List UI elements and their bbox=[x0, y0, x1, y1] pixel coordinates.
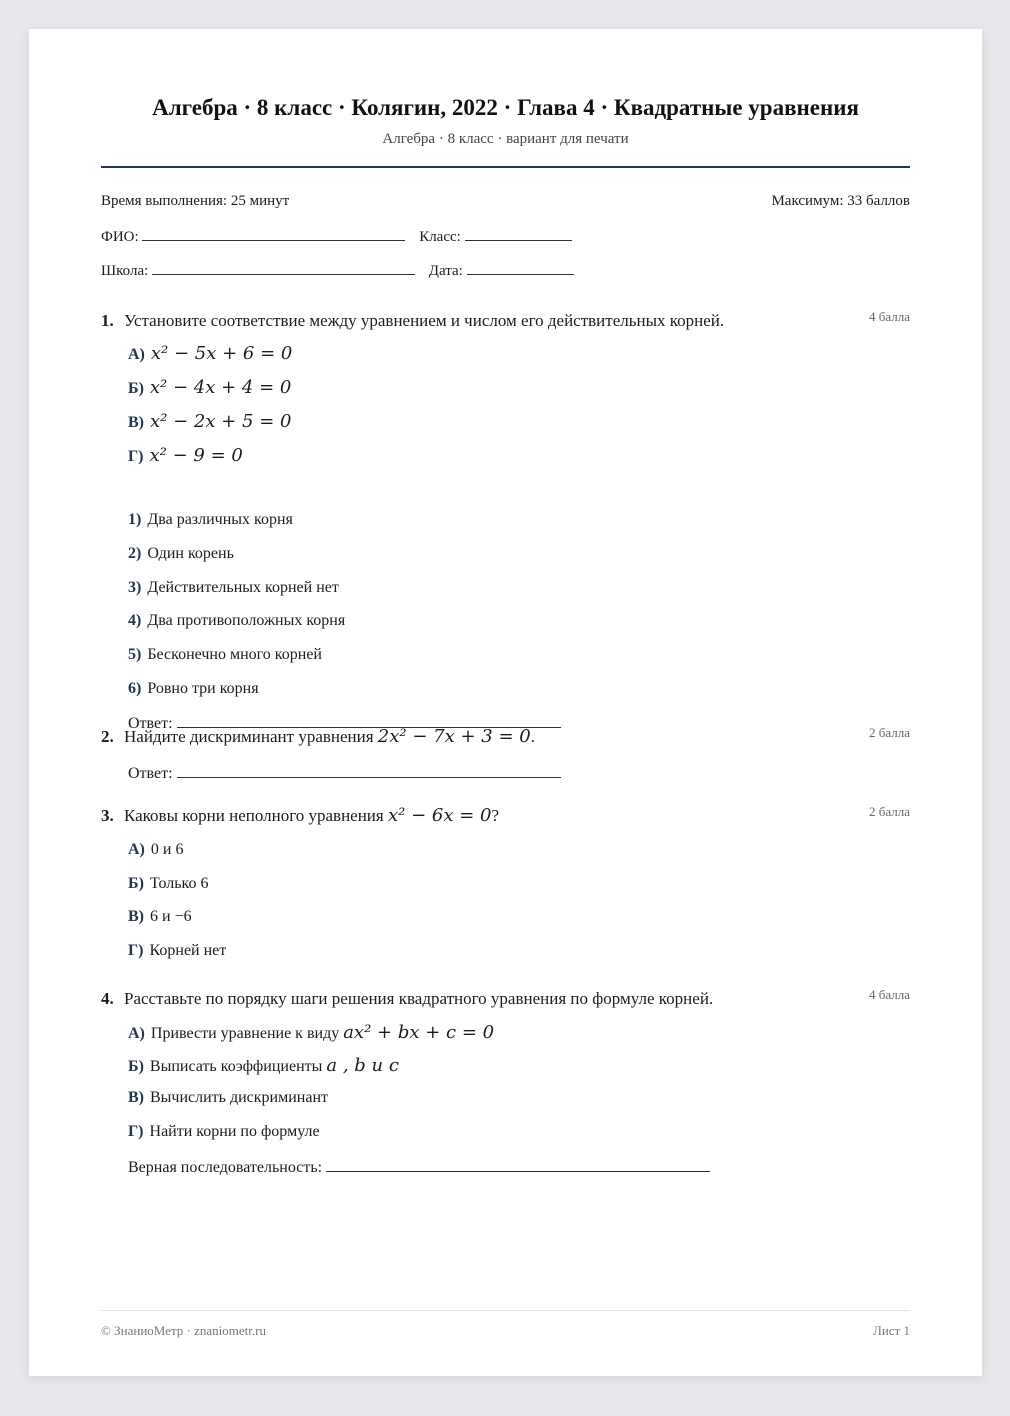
question-4-points: 4 балла bbox=[869, 987, 910, 1002]
question-2-points: 2 балла bbox=[869, 725, 910, 740]
question-1 bbox=[101, 309, 910, 732]
list-item: А) Привести уравнение к виду ax² + bx + c = 0 bbox=[128, 1022, 495, 1043]
list-item: В) 6 и −6 bbox=[128, 908, 192, 925]
question-1-points: 4 балла bbox=[869, 309, 910, 324]
question-4-text: 4. Расставьте по порядку шаги решения квадратного уравнения по формуле корней. bbox=[101, 989, 714, 1008]
question-2 bbox=[101, 725, 910, 782]
list-item: 5) Бесконечно много корней bbox=[128, 646, 322, 663]
max-score: Максимум: 33 баллов bbox=[771, 193, 910, 209]
question-3 bbox=[101, 804, 910, 959]
page-content bbox=[101, 29, 910, 1376]
list-item: 6) Ровно три корня bbox=[128, 680, 259, 697]
list-item: Б) Только 6 bbox=[128, 875, 209, 892]
list-item: Г) Корней нет bbox=[128, 942, 227, 959]
page-number: Лист 1 bbox=[873, 1323, 910, 1338]
school-row bbox=[101, 260, 574, 280]
answer-input-line[interactable] bbox=[177, 763, 561, 778]
list-item: Б) x² − 4x + 4 = 0 bbox=[128, 377, 292, 398]
question-1-text: 1. Установите соответствие между уравнением и числом его действительных корней. bbox=[101, 311, 725, 330]
question-3-points: 2 балла bbox=[869, 804, 910, 819]
list-item: 3) Действительных корней нет bbox=[128, 579, 339, 596]
list-item: Г) Найти корни по формуле bbox=[128, 1123, 320, 1140]
class-label: Класс: bbox=[419, 229, 461, 245]
list-item: В) x² − 2x + 5 = 0 bbox=[128, 411, 292, 432]
footer-divider bbox=[101, 1310, 910, 1311]
class-input-line[interactable] bbox=[465, 226, 572, 241]
list-item: Г) x² − 9 = 0 bbox=[128, 445, 243, 466]
list-item: А) x² − 5x + 6 = 0 bbox=[128, 343, 293, 364]
answer-row: Ответ: bbox=[128, 763, 561, 783]
sequence-input-line[interactable] bbox=[326, 1157, 710, 1172]
list-item: 1) Два различных корня bbox=[128, 511, 293, 528]
date-label: Дата: bbox=[428, 263, 463, 279]
date-input-line[interactable] bbox=[467, 260, 574, 275]
school-label: Школа: bbox=[101, 263, 149, 279]
school-input-line[interactable] bbox=[152, 260, 415, 275]
header-divider bbox=[101, 166, 910, 168]
list-item: А) 0 и 6 bbox=[128, 841, 184, 858]
list-item: 4) Два противоположных корня bbox=[128, 612, 346, 629]
worksheet-page bbox=[29, 29, 982, 1376]
list-item: Б) Выписать коэффициенты a , b и c bbox=[128, 1055, 399, 1076]
fio-input-line[interactable] bbox=[142, 226, 405, 241]
question-4 bbox=[101, 987, 910, 1176]
list-item: 2) Один корень bbox=[128, 545, 234, 562]
time-limit: Время выполнения: 25 минут bbox=[101, 193, 290, 209]
meta-row bbox=[101, 193, 910, 210]
footer-copyright: © ЗнаниоМетр · znaniometr.ru bbox=[101, 1323, 266, 1338]
footer bbox=[101, 1323, 910, 1339]
question-2-text: 2. Найдите дискриминант уравнения 2x² − 7x + 3 = 0. bbox=[101, 726, 535, 747]
answer-row: Ответ: bbox=[128, 713, 561, 733]
question-3-text: 3. Каковы корни неполного уравнения x² − 6x = 0? bbox=[101, 805, 500, 826]
page-title: Алгебра · 8 класс · Колягин, 2022 · Глава 4 · Квадратные уравнения bbox=[152, 95, 859, 120]
fio-label: ФИО: bbox=[101, 229, 139, 245]
page-subtitle: Алгебра · 8 класс · вариант для печати bbox=[382, 131, 629, 147]
fio-row bbox=[101, 226, 572, 246]
sequence-answer-row: Верная последовательность: bbox=[128, 1157, 710, 1177]
list-item: В) Вычислить дискриминант bbox=[128, 1089, 329, 1106]
